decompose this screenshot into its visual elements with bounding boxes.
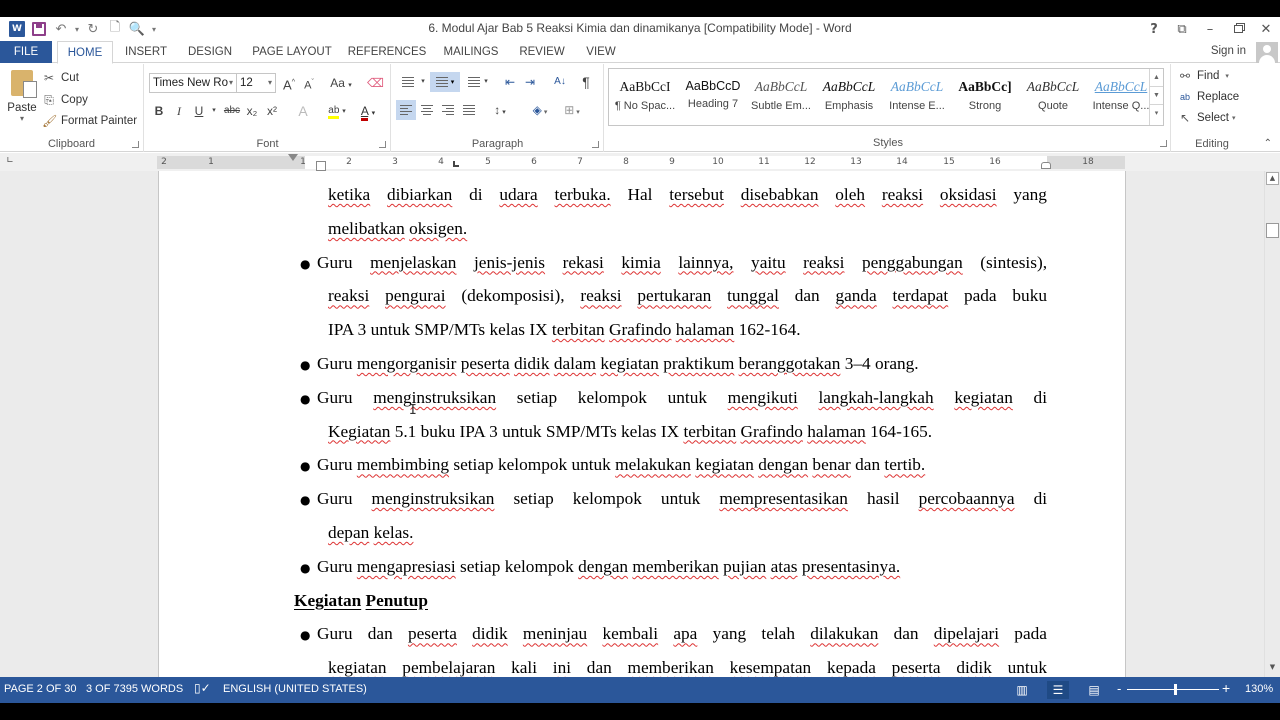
scroll-down-icon[interactable]: ▼ [1269, 663, 1276, 671]
undo-icon[interactable]: ↶ [55, 21, 67, 37]
paintbrush-icon: 🖌 [42, 114, 58, 128]
zoom-out-button[interactable]: - [1117, 681, 1122, 696]
more-styles-icon[interactable]: ▾ [1154, 110, 1159, 117]
ruler-number: 1 [300, 157, 306, 167]
scroll-up-icon[interactable]: ▲ [1150, 69, 1163, 87]
language-indicator[interactable]: ENGLISH (UNITED STATES) [223, 683, 367, 695]
ruler-number: 13 [850, 157, 862, 167]
web-layout-icon[interactable]: ▤ [1088, 683, 1100, 697]
vertical-scrollbar[interactable] [1264, 171, 1280, 677]
tab-mailings[interactable]: MAILINGS [443, 46, 499, 58]
document-line[interactable]: Guru menginstruksikan setiap kelompok untuk mempresentasikan hasil percobaannya di [317, 489, 1048, 509]
window-controls [1140, 17, 1280, 41]
clipboard-icon [11, 70, 33, 96]
bullet-icon: ● [300, 459, 311, 474]
font-color-button[interactable]: A ▾ [355, 101, 381, 121]
decrease-indent-icon[interactable]: ⇤ [504, 75, 516, 89]
scroll-thumb[interactable] [1266, 223, 1279, 238]
document-line[interactable]: Guru menjelaskan jenis-jenis rekasi kimia lainnya, yaitu reaksi penggabungan (sintesis), [317, 252, 1048, 272]
paragraph-launcher-icon[interactable] [592, 141, 599, 148]
ruler-number: 2 [346, 157, 352, 167]
customize-qat-icon[interactable]: ▾ [151, 24, 156, 34]
chevron-down-icon: ▾ [267, 78, 272, 87]
line-spacing-button[interactable]: ↕ ▾ [494, 103, 506, 117]
style-strong[interactable]: AaBbCc] Strong [958, 79, 1012, 112]
select-button[interactable]: ↖ Select ▾ [1179, 111, 1236, 125]
ruler-row [0, 153, 1280, 171]
ruler-number: 15 [943, 157, 955, 167]
bullet-icon: ● [300, 256, 311, 271]
underline-button[interactable]: U [194, 104, 204, 118]
document-page[interactable] [158, 171, 1126, 677]
scissors-icon: ✂ [43, 71, 55, 85]
window-title: 6. Modul Ajar Bab 5 Reaksi Kimia dan dinamikanya [Compatibility Mode] - Word [428, 21, 852, 35]
chevron-down-icon: ▾ [1231, 115, 1236, 122]
ruler-number: 5 [485, 157, 491, 167]
tab-selector-icon[interactable]: ∟ [6, 156, 14, 166]
title-bar [0, 17, 1280, 41]
chevron-down-icon: ▾ [228, 78, 233, 87]
ruler-number: 1 [208, 157, 214, 167]
tab-view[interactable]: VIEW [586, 46, 616, 58]
ruler-number: 4 [438, 157, 444, 167]
font-name-select[interactable]: Times New Ro ▾ [149, 73, 237, 93]
multilevel-dropdown-icon[interactable]: ▾ [484, 78, 488, 85]
ribbon-tabs [0, 41, 1280, 63]
ruler-number: 11 [758, 157, 770, 167]
print-layout-icon[interactable]: ☰ [1047, 681, 1069, 699]
text-cursor-icon: I [409, 403, 417, 418]
multilevel-list-button[interactable] [464, 72, 484, 92]
style-intense-emphasis[interactable]: AaBbCcL Intense E... [889, 79, 945, 112]
bullet-icon: ● [300, 628, 311, 643]
horizontal-ruler[interactable] [157, 156, 1125, 169]
copy-button[interactable]: ⎘ Copy [42, 90, 88, 110]
ruler-number: 18 [1082, 157, 1094, 167]
ruler-number: 16 [989, 157, 1001, 167]
cursor-arrow-icon: ↖ [1179, 111, 1191, 125]
tab-references[interactable]: REFERENCES [347, 46, 427, 58]
replace-button[interactable]: ab Replace [1179, 91, 1240, 103]
justify-button[interactable] [459, 100, 479, 120]
grow-font-button[interactable]: A^ [283, 77, 295, 93]
ruler-number: 8 [623, 157, 629, 167]
paragraph-group [392, 64, 604, 152]
style-heading-7[interactable]: AaBbCcD Heading 7 [685, 79, 741, 110]
sort-icon[interactable]: A↓ [554, 76, 566, 87]
bullets-button[interactable] [398, 72, 418, 92]
document-line[interactable]: Guru mengorganisir peserta didik dalam kegiatan praktikum beranggotakan 3–4 orang. [317, 354, 919, 373]
ruler-number: 14 [896, 157, 908, 167]
sign-in-link[interactable]: Sign in [1210, 45, 1246, 57]
shrink-font-button[interactable]: $A^ˇ$ [304, 79, 314, 92]
document-line[interactable]: Guru menginstruksikan setiap kelompok untuk mengikuti langkah-langkah kegiatan di [317, 387, 1047, 407]
clipboard-group-label: Clipboard [47, 138, 96, 150]
font-group-label: Font [256, 138, 279, 150]
chevron-down-icon: ▾ [1225, 73, 1229, 80]
minimize-icon[interactable]: – [1206, 21, 1214, 37]
ruler-number: 6 [531, 157, 537, 167]
text-effects-button[interactable]: A [298, 103, 308, 119]
bold-button[interactable]: B [154, 104, 164, 118]
ruler-number: 9 [669, 157, 675, 167]
ruler-number: 10 [712, 157, 724, 167]
increase-indent-icon[interactable]: ⇥ [524, 75, 536, 89]
word-window [0, 17, 1280, 703]
word-count[interactable]: 3 OF 7395 WORDS [86, 683, 184, 695]
document-line[interactable]: ketika dibiarkan di udara terbuka. Hal tersebut disebabkan oleh reaksi oksidasi yang [328, 185, 1047, 204]
shading-button[interactable]: ◈ ▾ [532, 103, 548, 117]
zoom-slider-thumb[interactable] [1174, 684, 1177, 695]
bullet-icon: ● [300, 391, 311, 406]
collapse-ribbon-icon[interactable]: ⌃ [1263, 138, 1272, 149]
hanging-indent-marker[interactable] [316, 161, 326, 171]
tab-file[interactable]: FILE [0, 41, 52, 63]
chevron-down-icon: ▾ [19, 114, 24, 123]
document-line[interactable]: reaksi pengurai (dekomposisi), reaksi pertukaran tunggal dan ganda terdapat pada buku [328, 286, 1047, 306]
ribbon-home [0, 64, 1280, 152]
zoom-in-button[interactable]: + [1222, 680, 1231, 696]
tab-review[interactable]: REVIEW [519, 46, 565, 58]
styles-group-label: Styles [873, 137, 903, 149]
strikethrough-button[interactable]: abc [223, 105, 241, 116]
find-button[interactable]: ⚯ Find ▾ [1179, 69, 1229, 83]
align-left-button[interactable] [396, 100, 416, 120]
style-intense-quote[interactable]: AaBbCcL Intense Q... [1092, 79, 1150, 112]
paragraph-group-label: Paragraph [471, 138, 524, 150]
clipboard-launcher-icon[interactable] [132, 141, 139, 148]
read-mode-icon[interactable]: ▥ [1016, 683, 1028, 697]
ruler-number: 12 [804, 157, 816, 167]
document-line[interactable]: Guru dan peserta didik meninjau kembali apa yang telah dilakukan dan dipelajari pada [317, 624, 1047, 644]
superscript-button[interactable]: x² [267, 104, 277, 118]
underline-dropdown-icon[interactable]: ▾ [212, 107, 216, 114]
undo-dropdown-icon[interactable]: ▾ [74, 24, 79, 34]
font-launcher-icon[interactable] [379, 141, 386, 148]
tab-page-layout[interactable]: PAGE LAYOUT [252, 46, 332, 58]
tab-insert[interactable]: INSERT [125, 46, 167, 58]
editing-group [1172, 64, 1252, 152]
document-line[interactable]: kegiatan pembelajaran kali ini dan memberikan kesempatan kepada peserta didik untuk [328, 658, 1047, 677]
tab-design[interactable]: DESIGN [187, 46, 233, 58]
style-emphasis[interactable]: AaBbCcL Emphasis [822, 79, 876, 112]
document-area [0, 171, 1264, 677]
binoculars-icon: ⚯ [1179, 69, 1191, 83]
show-formatting-marks-icon[interactable]: ¶ [582, 74, 590, 90]
word-app-icon[interactable]: W [6, 19, 28, 39]
document-line[interactable]: Guru membimbing setiap kelompok untuk melakukan kegiatan dengan benar dan tertib. [317, 455, 926, 475]
close-icon[interactable]: ✕ [1260, 21, 1272, 37]
styles-gallery [608, 68, 1164, 126]
subscript-button[interactable]: x₂ [246, 104, 258, 118]
clipboard-group [0, 64, 144, 152]
document-line[interactable]: IPA 3 untuk SMP/MTs kelas IX terbitan Grafindo halaman 162-164. [328, 320, 801, 340]
scroll-up-icon[interactable]: ▲ [1266, 172, 1279, 185]
right-indent-marker[interactable] [1041, 162, 1051, 169]
copy-icon: ⎘ [44, 92, 54, 107]
section-heading[interactable]: Kegiatan Penutup [294, 590, 428, 610]
new-document-icon[interactable]: 🗋 [109, 20, 121, 35]
tab-stop-marker[interactable] [453, 161, 459, 167]
style-no-spacing[interactable]: AaBbCcI ¶ No Spac... [614, 79, 676, 112]
replace-icon: ab [1179, 92, 1190, 102]
font-group [145, 64, 391, 152]
bullet-icon: ● [300, 358, 311, 372]
numbering-button[interactable]: ▾ [430, 72, 460, 92]
styles-launcher-icon[interactable] [1160, 140, 1167, 147]
restore-icon[interactable] [1224, 17, 1252, 41]
font-size-select[interactable]: 12 ▾ [236, 73, 276, 93]
ruler-number: 2 [161, 157, 167, 167]
zoom-slider[interactable] [1127, 689, 1219, 690]
document-line[interactable]: depan kelas. [328, 523, 414, 542]
ribbon-display-options-icon[interactable]: ⧉ [1177, 21, 1187, 37]
cut-button[interactable]: ✂ Cut [43, 71, 79, 85]
page-count[interactable]: PAGE 2 OF 30 [4, 683, 77, 695]
first-line-indent-marker[interactable] [288, 154, 298, 161]
bullet-icon: ● [300, 493, 311, 508]
format-painter-button[interactable]: 🖌 Format Painter [42, 114, 138, 128]
document-line[interactable]: melibatkan oksigen. [328, 218, 468, 238]
proofing-icon[interactable]: ▯✓ [194, 681, 211, 695]
bullet-icon: ● [300, 560, 311, 575]
document-line[interactable]: Guru mengapresiasi setiap kelompok dengan memberikan pujian atas presentasinya. [317, 556, 901, 576]
ruler-number: 3 [392, 157, 398, 167]
avatar[interactable] [1256, 42, 1278, 63]
ruler-number: 7 [577, 157, 583, 167]
redo-icon[interactable]: ↻ [87, 21, 99, 37]
help-icon[interactable]: ? [1150, 21, 1158, 37]
status-bar [0, 677, 1280, 703]
align-center-button[interactable] [417, 100, 437, 120]
zoom-level[interactable]: 130% [1245, 683, 1274, 695]
editing-group-label: Editing [1195, 138, 1229, 150]
document-line[interactable]: Kegiatan 5.1 buku IPA 3 untuk SMP/MTs kelas IX terbitan Grafindo halaman 164-165. [328, 421, 933, 441]
scroll-down-icon[interactable]: ▼ [1150, 87, 1163, 105]
styles-gallery-scroll[interactable] [1149, 69, 1163, 125]
borders-button[interactable]: ⊞ ▾ [564, 103, 580, 117]
highlight-color-button[interactable]: ab ▾ [325, 101, 349, 121]
align-right-button[interactable] [438, 100, 458, 120]
clear-formatting-icon[interactable]: ⌫ [367, 76, 384, 90]
style-subtle-emphasis[interactable]: AaBbCcL Subtle Em... [751, 79, 811, 112]
tab-home[interactable]: HOME [57, 41, 113, 64]
bullets-dropdown-icon[interactable]: ▾ [421, 78, 425, 85]
italic-button[interactable]: I [177, 104, 181, 118]
change-case-button[interactable]: Aa ▾ [330, 76, 352, 90]
style-quote[interactable]: AaBbCcL Quote [1026, 79, 1080, 112]
paste-button[interactable]: Paste ▾ [6, 68, 38, 130]
print-preview-icon[interactable]: 🔍 [128, 21, 146, 37]
